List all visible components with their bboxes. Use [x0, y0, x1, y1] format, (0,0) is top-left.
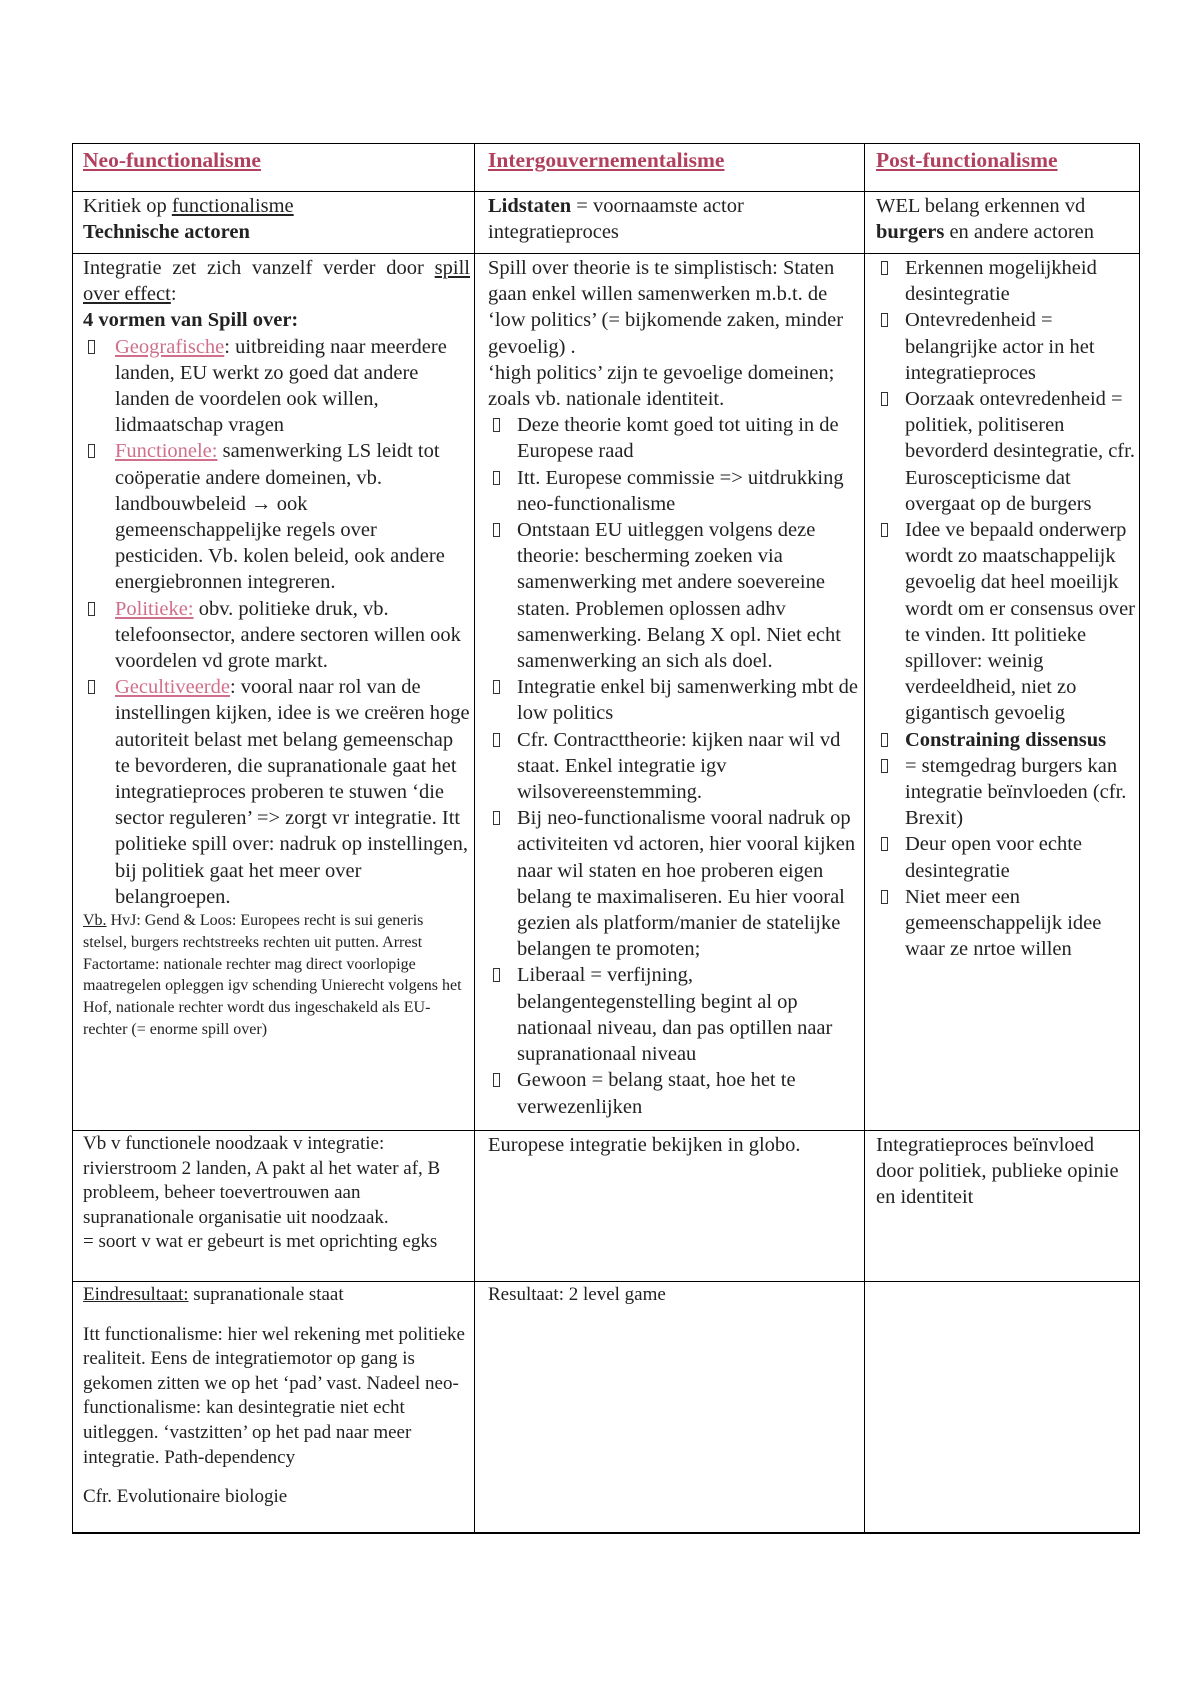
neo-critique-line	[83, 193, 470, 219]
point-text: Bij neo-functionalisme vooral nadruk op activiteiten vd actoren, hier vooral kijken naar wil staten en hoe proberen eigen belang te maximaliseren. Eu hier vooral gezien als platform/manier de statelijke belangen te promoten;	[517, 807, 856, 961]
list-item	[488, 517, 860, 674]
bullet-box-icon	[88, 680, 95, 694]
bullet-box-icon	[881, 261, 888, 275]
point-text: Erkennen mogelijkheid desintegratie	[905, 257, 1097, 306]
list-item	[488, 412, 860, 464]
post-actors-bold: burgers	[876, 221, 945, 244]
neo-result-line	[83, 1283, 470, 1308]
inter-actors-line	[488, 193, 860, 245]
post-actors-line	[876, 193, 1135, 245]
list-item	[876, 255, 1135, 307]
inter-actors-bold: Lidstaten	[488, 195, 572, 217]
point-text: Itt. Europese commissie => uitdrukking neo-functionalisme	[517, 466, 844, 515]
point-text: Niet meer een gemeenschappelijk idee waar ze nrtoe willen	[905, 885, 1102, 961]
header-cell-neo	[73, 144, 475, 192]
form-text-after: ook gemeenschappelijke regels over pesticiden. Vb. kolen beleid, ook andere energiebronnen integreren.	[115, 492, 445, 594]
point-text: Gewoon = belang staat, hoe het te verwezenlijken	[517, 1069, 796, 1118]
list-item	[83, 674, 470, 910]
header-cell-post	[865, 144, 1140, 192]
list-item	[876, 884, 1135, 963]
neo-result-reference: Cfr. Evolutionaire biologie	[83, 1486, 288, 1508]
bullet-box-icon	[493, 733, 500, 747]
header-cell-inter	[475, 144, 865, 192]
bullet-box-icon	[881, 392, 888, 406]
bullet-box-icon	[493, 680, 500, 694]
spill-over-forms-title: 4 vormen van Spill over:	[83, 309, 299, 332]
inter-note-text: Europese integratie bekijken in globo.	[488, 1134, 801, 1156]
spill-over-intro-colon: :	[170, 283, 177, 306]
post-actors-suffix: en andere actoren	[944, 221, 1094, 244]
point-text: Ontstaan EU uitleggen volgens deze theorie: bescherming zoeken via samenwerking met andere soevereine staten. Problemen oplossen adhv samenwerking. Belang X opl. Niet echt samenwerking an sich als doel.	[517, 519, 841, 673]
bullet-box-icon	[88, 602, 95, 616]
point-text: Cfr. Contracttheorie: kijken naar wil vd staat. Enkel integratie igv wilsovereenstemming.	[517, 728, 841, 804]
hvj-example	[83, 910, 470, 1041]
cell-inter-result	[475, 1282, 865, 1534]
list-item	[876, 517, 1135, 727]
form-term: Gecultiveerde	[115, 676, 230, 699]
post-points-list	[876, 255, 1135, 962]
cell-post-note	[865, 1131, 1140, 1282]
inter-intro: Spill over theorie is te simplistisch: Staten gaan enkel willen samenwerken m.b.t. de ‘low politics’ (= bijkomende zaken, minder gevoelig) .	[488, 257, 844, 358]
cell-inter-actors	[475, 192, 865, 254]
bullet-box-icon	[493, 1073, 500, 1087]
comparison-table	[72, 143, 1140, 1534]
post-actors-prefix: WEL belang erkennen vd	[876, 195, 1086, 217]
bullet-box-icon	[881, 890, 888, 904]
form-term: Geografische	[115, 335, 225, 358]
cell-inter-note	[475, 1131, 865, 1282]
bullet-box-icon	[493, 471, 500, 485]
header-neo-functionalisme: Neo-functionalisme	[83, 148, 261, 172]
form-term: Functionele:	[115, 440, 218, 463]
header-intergouvernementalisme: Intergouvernementalisme	[488, 148, 725, 172]
cell-neo-theory	[73, 254, 475, 1131]
list-item	[876, 307, 1135, 386]
list-item	[83, 438, 470, 595]
point-text: Ontevredenheid = belangrijke actor in het integratieproces	[905, 309, 1095, 384]
bullet-box-icon	[881, 313, 888, 327]
list-item	[488, 674, 860, 726]
list-item	[876, 831, 1135, 883]
inter-points-list	[488, 412, 860, 1119]
hvj-example-label: Vb.	[83, 912, 107, 930]
bullet-box-icon	[493, 523, 500, 537]
spill-over-intro	[83, 255, 470, 307]
spill-over-intro-text: Integratie zet zich vanzelf verder door	[83, 257, 435, 279]
list-item	[488, 962, 860, 1067]
form-text: : vooral naar rol van de instellingen kijken, idee is we creëren hoge autoriteit belast met belang gemeenschap te bevorderen, die supranationale gaat het integratieproces proberen te stuwen ‘die sector reguleren’ => zorgt vr integratie. Itt politieke spill over: nadruk op instellingen, bij politiek gaat het meer over belangroepen.	[115, 676, 470, 908]
cell-inter-theory	[475, 254, 865, 1131]
form-text: : uitbreiding naar meerdere landen, EU werkt zo goed dat andere landen de voordelen ook willen, lidmaatschap vragen	[115, 335, 447, 437]
list-item	[488, 805, 860, 962]
neo-result-paragraph: Itt functionalisme: hier wel rekening met politieke realiteit. Eens de integratiemotor op gang is gekomen zitten we op het ‘pad’ vast. Nadeel neo-functionalisme: kan desintegratie niet echt uitleggen. ‘vastzitten’ op het pad naar meer integratie. Path-dependency	[83, 1323, 465, 1468]
form-term: Politieke:	[115, 597, 194, 620]
cell-neo-result	[73, 1282, 475, 1534]
bullet-box-icon	[88, 444, 95, 458]
point-text: Oorzaak ontevredenheid = politiek, politiseren bevorderd desintegratie, cfr. Euroscepticisme dat overgaat op de burgers	[905, 388, 1135, 515]
list-item	[876, 753, 1135, 832]
point-text: Liberaal = verfijning, belangentegenstelling begint al op nationaal niveau, dan pas optillen naar supranationaal niveau	[517, 964, 833, 1066]
point-text-bold: Constraining dissensus	[905, 728, 1107, 751]
neo-actors-label: Technische actoren	[83, 221, 250, 244]
cell-neo-actors	[73, 192, 475, 254]
cell-post-theory	[865, 254, 1140, 1131]
bullet-box-icon	[881, 523, 888, 537]
post-note-text: Integratieproces beïnvloed door politiek, publieke opinie en identiteit	[876, 1134, 1119, 1209]
list-item	[488, 1067, 860, 1119]
bullet-box-icon	[881, 759, 888, 773]
point-text: Deur open voor echte desintegratie	[905, 833, 1083, 882]
neo-note-text-2: = soort v wat er gebeurt is met oprichting egks	[83, 1231, 438, 1253]
list-item	[876, 727, 1135, 753]
spill-over-effect-term: spill over effect	[83, 257, 470, 306]
hvj-example-text: HvJ: Gend & Loos: Europees recht is sui generis stelsel, burgers rechtstreeks rechten uit putten. Arrest Factortame: nationale rechter mag direct voorlopige maatregelen opleggen igv schending Unierecht volgens het Hof, nationale rechter wordt dus ingeschakeld als EU-rechter (= enorme spill over)	[83, 912, 462, 1039]
point-text: = stemgedrag burgers kan integratie beïnvloeden (cfr. Brexit)	[905, 754, 1127, 830]
point-text: Deze theorie komt goed tot uiting in de Europese raad	[517, 414, 839, 463]
point-text: Idee ve bepaald onderwerp wordt zo maatschappelijk gevoelig dat heel moeilijk wordt om er consensus over te vinden. Itt politieke spillover: weinig verdeeldheid, niet zo gigantisch gevoelig	[905, 519, 1136, 725]
bullet-box-icon	[88, 340, 95, 354]
list-item	[488, 727, 860, 806]
bullet-box-icon	[493, 968, 500, 982]
inter-intro-high-politics: ‘high politics’ zijn te gevoelige domeinen; zoals vb. nationale identiteit.	[488, 361, 835, 411]
form-text: samenwerking LS leidt tot coöperatie andere domeinen, vb. landbouwbeleid	[115, 440, 440, 515]
bullet-box-icon	[881, 837, 888, 851]
neo-critique-prefix: Kritiek op	[83, 195, 172, 217]
list-item	[876, 386, 1135, 517]
neo-critique-term: functionalisme	[171, 195, 294, 217]
arrow-right-icon: →	[251, 492, 272, 515]
inter-actors-text: = voornaamste actor integratieproces	[488, 195, 744, 244]
spill-over-forms-list	[83, 334, 470, 910]
list-item	[83, 334, 470, 439]
cell-neo-note	[73, 1131, 475, 1282]
neo-result-value: supranationale staat	[188, 1284, 344, 1305]
form-text: obv. politieke druk, vb. telefoonsector, andere sectoren willen ook voordelen vd grote markt.	[115, 597, 461, 673]
header-post-functionalisme: Post-functionalisme	[876, 148, 1058, 172]
cell-post-result	[865, 1282, 1140, 1534]
neo-note-text: Vb v functionele noodzaak v integratie: rivierstroom 2 landen, A pakt al het water af, B probleem, beheer toevertrouwen aan supranationale organisatie uit noodzaak.	[83, 1133, 441, 1228]
list-item	[83, 596, 470, 675]
cell-post-actors	[865, 192, 1140, 254]
bullet-box-icon	[493, 811, 500, 825]
bullet-box-icon	[493, 418, 500, 432]
neo-result-label: Eindresultaat:	[83, 1284, 189, 1305]
inter-result-text: Resultaat: 2 level game	[488, 1284, 666, 1305]
point-text: Integratie enkel bij samenwerking mbt de low politics	[517, 676, 858, 725]
list-item	[488, 465, 860, 517]
bullet-box-icon	[881, 733, 888, 747]
